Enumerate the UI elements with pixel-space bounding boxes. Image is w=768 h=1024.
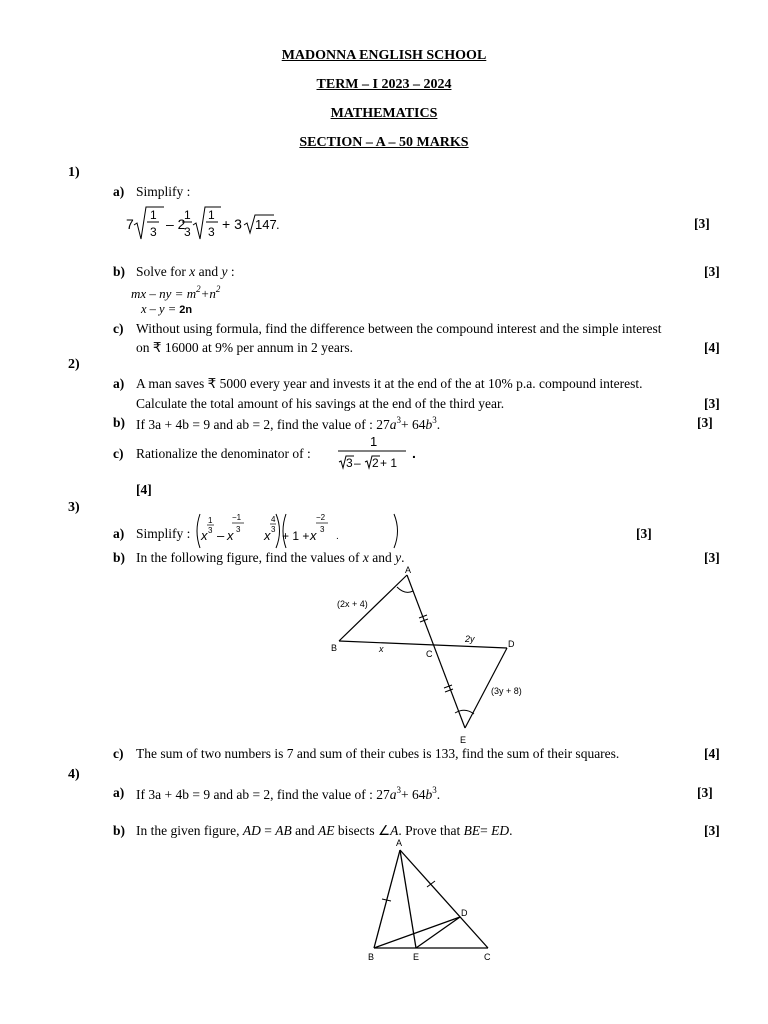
- marks: [3]: [694, 216, 710, 231]
- svg-text:2: 2: [372, 456, 379, 470]
- svg-text:3: 3: [208, 225, 215, 239]
- svg-text:+ 3: + 3: [222, 216, 242, 232]
- svg-text:1: 1: [370, 434, 378, 449]
- exponent-expression: [194, 512, 409, 550]
- svg-text:3: 3: [184, 225, 191, 239]
- equation-2: x – y = 2n: [141, 302, 193, 316]
- question-text-line1: A man saves ₹ 5000 every year and invests it at the end of the at 10% p.a. compound interest.: [136, 376, 643, 391]
- point-c-label: C: [484, 952, 491, 962]
- svg-text:3: 3: [208, 526, 213, 535]
- svg-text:−2: −2: [316, 513, 326, 522]
- part-label: b): [113, 264, 126, 279]
- segment-2y-label: 2y: [465, 634, 475, 644]
- svg-text:1: 1: [184, 208, 191, 222]
- marks: [3]: [704, 396, 720, 411]
- svg-text:.: .: [412, 445, 416, 461]
- part-label: a): [113, 785, 125, 800]
- equation-1: mx – ny = $m^2+n^2$: [131, 284, 221, 301]
- svg-text:+ 1 +: + 1 +: [282, 529, 310, 543]
- svg-text:3: 3: [150, 225, 157, 239]
- svg-text:.: .: [276, 217, 280, 232]
- part-label: b): [113, 415, 126, 430]
- point-d-label: D: [508, 639, 515, 649]
- section-title: SECTION – A – 50 MARKS: [299, 135, 469, 150]
- figure-intersecting-lines: [325, 563, 530, 753]
- question-text: In the following figure, find the values of x and y.: [136, 550, 405, 565]
- marks: [4]: [136, 482, 152, 497]
- marks: [3]: [697, 415, 713, 430]
- term-title: TERM – I 2023 – 2024: [316, 77, 452, 92]
- question-number: 1): [68, 165, 80, 180]
- point-a-label: A: [396, 838, 403, 848]
- svg-text:4: 4: [271, 515, 276, 524]
- part-label: c): [113, 446, 124, 461]
- part-label: c): [113, 746, 124, 761]
- point-b-label: B: [368, 952, 375, 962]
- math-expression: [194, 512, 409, 555]
- angle-a-label: (2x + 4): [337, 599, 368, 609]
- fraction-expression: [336, 432, 426, 479]
- svg-text:1: 1: [208, 208, 215, 222]
- svg-text:x: x: [264, 528, 271, 543]
- math-expression: [126, 203, 286, 243]
- point-c-label: C: [426, 649, 433, 659]
- part-label: b): [113, 823, 126, 838]
- figure-svg: [360, 836, 500, 962]
- svg-text:3: 3: [320, 525, 325, 534]
- question-text: If 3a + 4b = 9 and ab = 2, find the value of : $27a^3+ 64b^3$.: [136, 415, 441, 432]
- question-text-line2: Calculate the total amount of his savings at the end of the third year.: [136, 396, 505, 411]
- marks: [3]: [704, 550, 720, 565]
- question-text: In the given figure, AD = AB and AE bisects ∠A. Prove that BE= ED.: [136, 823, 513, 838]
- svg-text:–: –: [217, 528, 225, 543]
- question-text: The sum of two numbers is 7 and sum of their cubes is 133, find the sum of their squares.: [136, 746, 620, 761]
- svg-text:−1: −1: [232, 513, 242, 522]
- svg-text:147: 147: [255, 217, 277, 232]
- marks: [4]: [704, 746, 720, 761]
- rationalize-fraction: [336, 432, 426, 474]
- point-d-label: D: [461, 908, 468, 918]
- svg-text:1: 1: [150, 208, 157, 222]
- marks: [3]: [636, 526, 652, 541]
- part-label: a): [113, 376, 125, 391]
- svg-text:– 2: – 2: [166, 216, 186, 232]
- marks: [4]: [704, 340, 720, 355]
- svg-text:x: x: [227, 528, 234, 543]
- question-text-line2: on ₹ 16000 at 9% per annum in 2 years.: [136, 340, 354, 355]
- svg-text:3: 3: [346, 456, 353, 470]
- question-text: Simplify :: [136, 184, 191, 199]
- point-e-label: E: [413, 952, 420, 962]
- figure-triangle: [360, 836, 500, 967]
- question-text-line1: Without using formula, find the difference between the compound interest and the simple interest: [136, 321, 662, 336]
- svg-text:3: 3: [271, 525, 276, 534]
- marks: [3]: [697, 785, 713, 800]
- svg-text:+ 1: + 1: [380, 456, 398, 470]
- svg-text:.: .: [336, 531, 339, 542]
- segment-x-label: x: [379, 644, 384, 654]
- part-label: c): [113, 321, 124, 336]
- question-text: Rationalize the denominator of :: [136, 446, 311, 461]
- question-text: If 3a + 4b = 9 and ab = 2, find the value of : $27a^3+ 64b^3$.: [136, 785, 441, 802]
- point-b-label: B: [331, 643, 338, 653]
- svg-text:7: 7: [126, 216, 134, 232]
- point-e-label: E: [460, 735, 467, 745]
- svg-text:x: x: [201, 528, 208, 543]
- marks: [3]: [704, 264, 720, 279]
- figure-svg: [325, 563, 530, 748]
- part-label: a): [113, 184, 125, 199]
- point-a-label: A: [405, 565, 412, 575]
- marks: [3]: [704, 823, 720, 838]
- svg-text:1: 1: [208, 516, 213, 525]
- school-name: MADONNA ENGLISH SCHOOL: [281, 48, 487, 63]
- subject-title: MATHEMATICS: [330, 106, 438, 121]
- radical-expression: [126, 203, 286, 243]
- svg-text:x: x: [310, 528, 317, 543]
- question-number: 2): [68, 357, 80, 372]
- question-text: Simplify :: [136, 526, 191, 541]
- part-label: b): [113, 550, 126, 565]
- angle-e-label: (3y + 8): [491, 686, 522, 696]
- part-label: a): [113, 526, 125, 541]
- question-text: Solve for x and y :: [136, 264, 235, 279]
- question-number: 4): [68, 767, 80, 782]
- question-number: 3): [68, 500, 80, 515]
- svg-text:3: 3: [236, 525, 241, 534]
- svg-text:–: –: [354, 456, 361, 470]
